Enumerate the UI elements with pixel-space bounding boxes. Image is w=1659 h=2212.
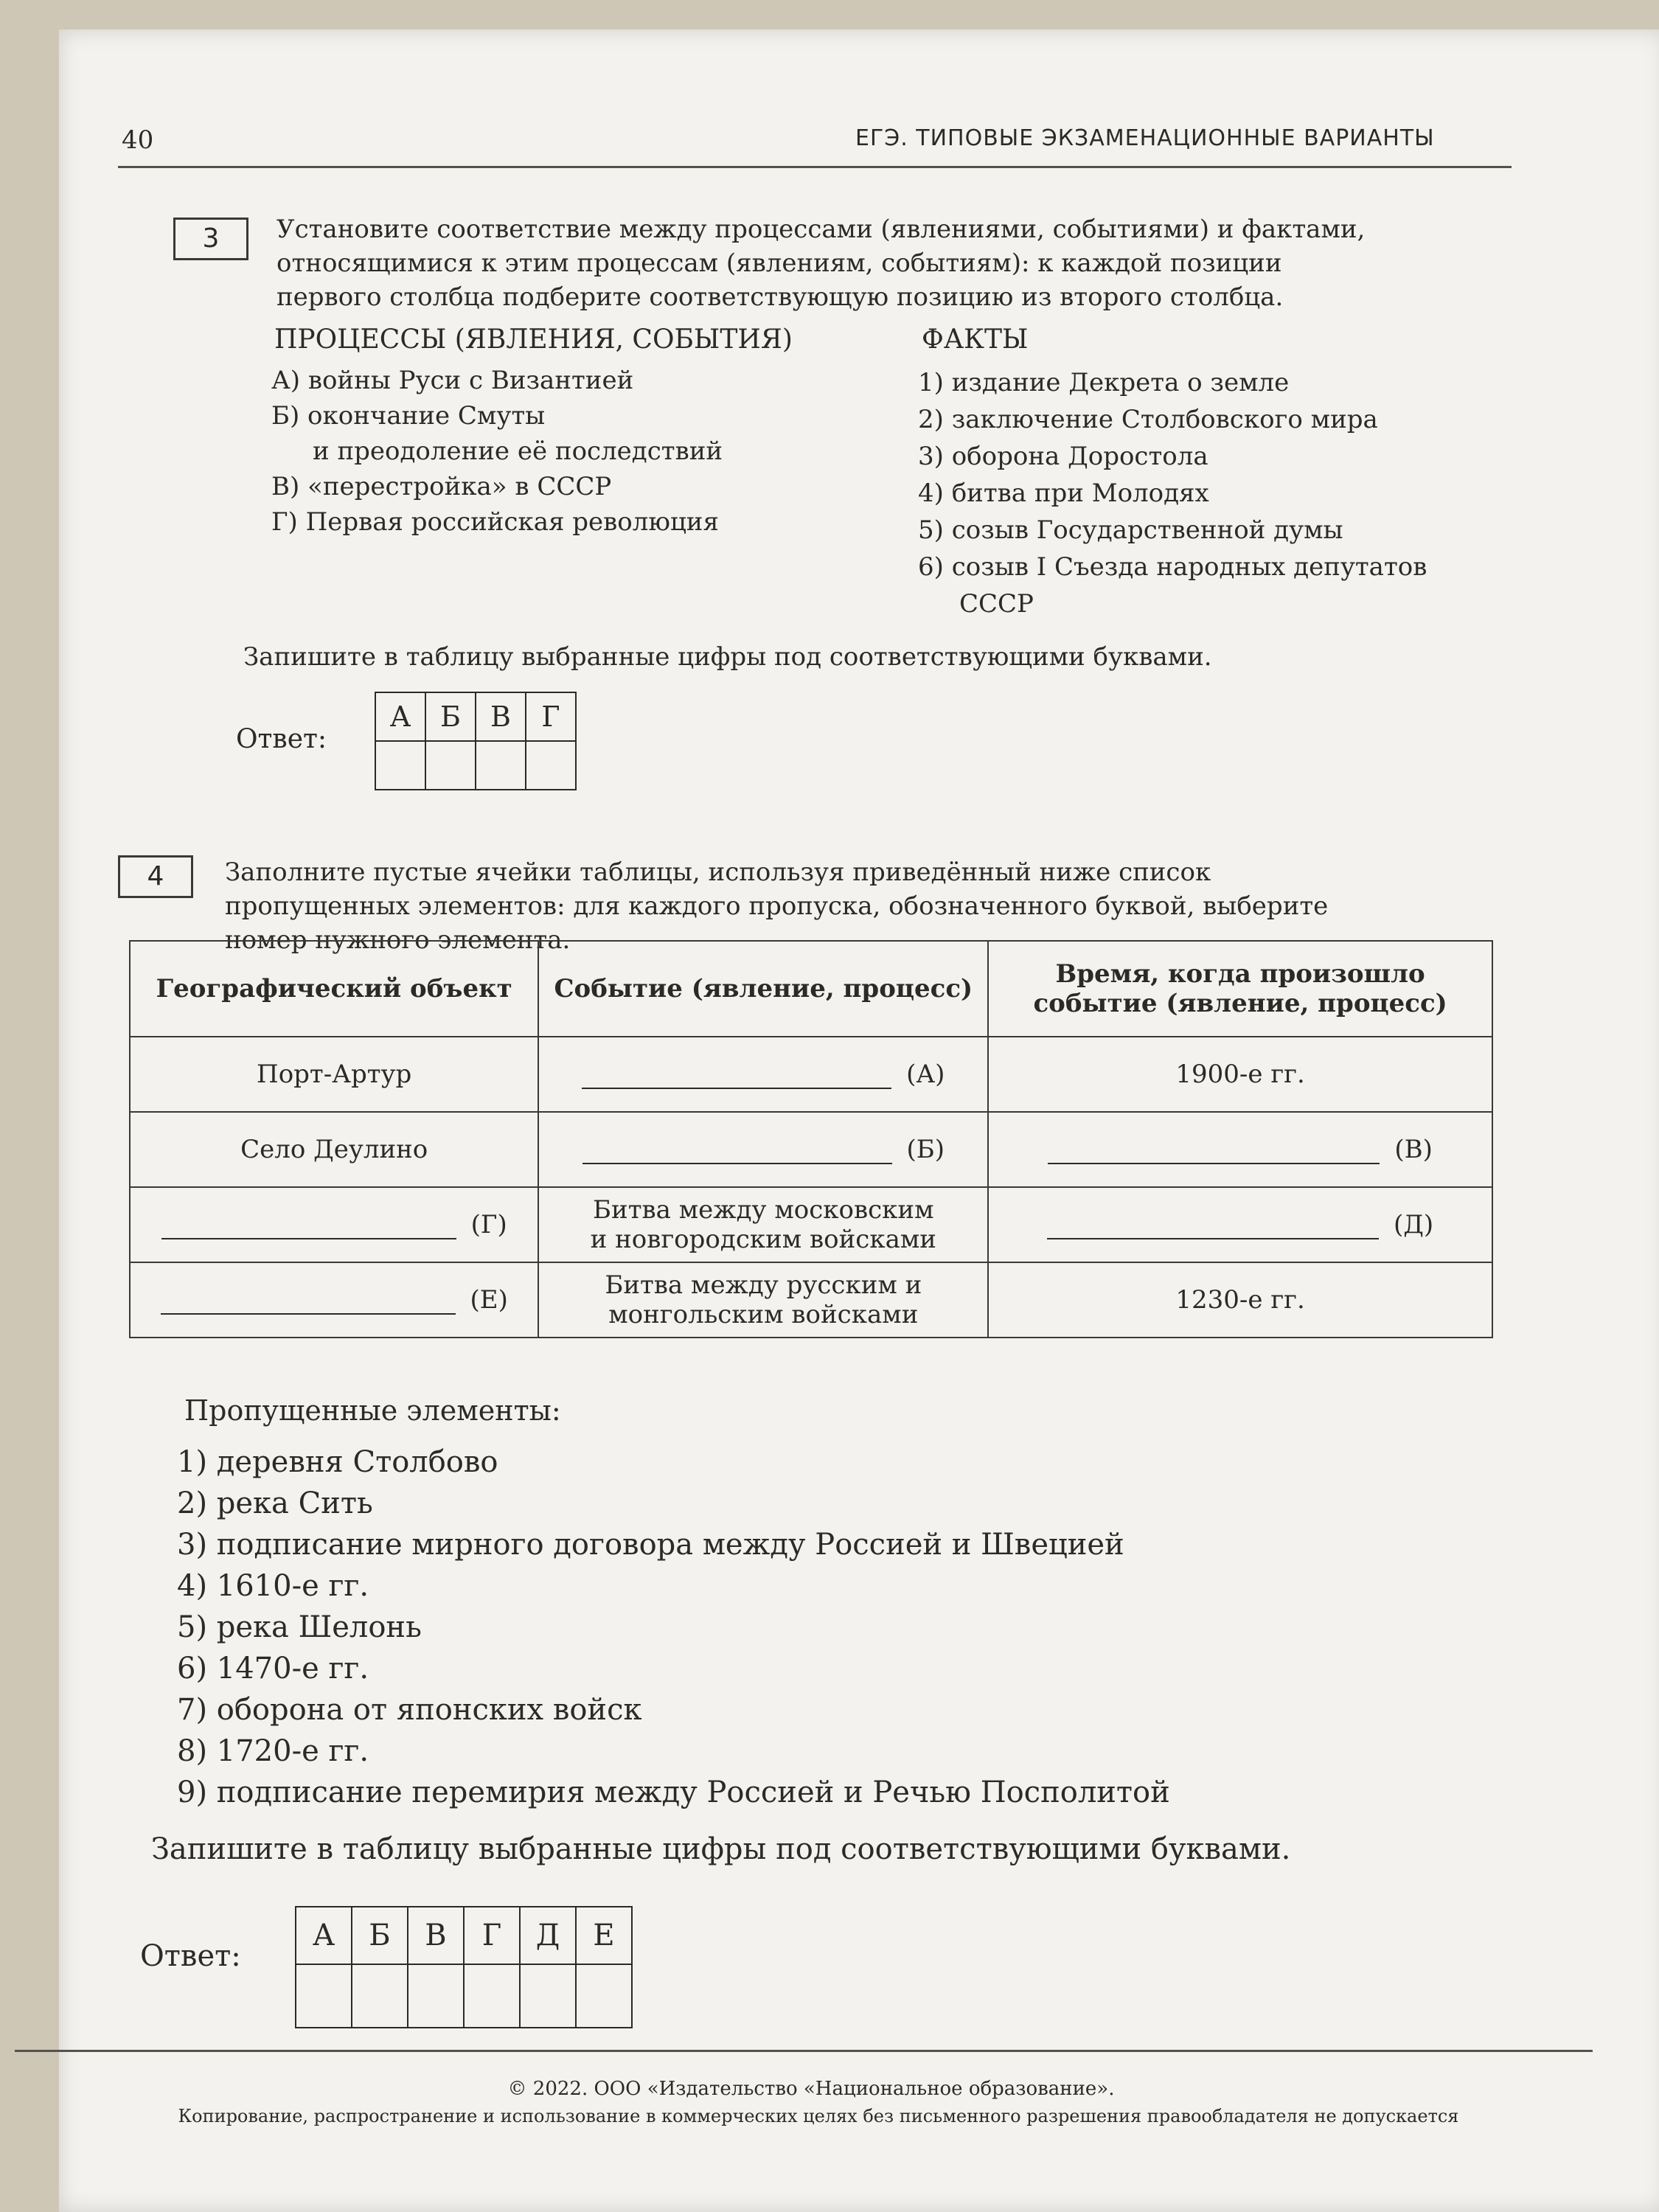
blank-line — [582, 1065, 891, 1089]
footer-notice: Копирование, распространение и использование в коммерческих целях без письменного разрешения правообладателя не допускается — [178, 2106, 1459, 2126]
cell-event-blank[interactable] — [538, 1037, 988, 1112]
missing-item: 6) 1470-е гг. — [177, 1652, 369, 1686]
answer-col-header: Б — [425, 692, 476, 741]
answer-col-header: Д — [520, 1907, 576, 1964]
missing-item: 2) река Сить — [177, 1486, 373, 1520]
answer-col-header: А — [296, 1907, 352, 1964]
cell-geo-blank[interactable] — [130, 1262, 538, 1338]
missing-item: 3) подписание мирного договора между Россией и Швецией — [177, 1528, 1124, 1562]
task4-instruction-line: Заполните пустые ячейки таблицы, используя приведённый ниже список — [225, 858, 1211, 887]
cell-time: 1900-е гг. — [988, 1037, 1492, 1112]
answer-col-header: Е — [576, 1907, 632, 1964]
answer-cell-b[interactable] — [425, 741, 476, 790]
answer-col-header: Б — [352, 1907, 408, 1964]
blank-line — [161, 1216, 456, 1239]
fact-item: 3) оборона Доростола — [918, 442, 1208, 471]
table-row — [130, 1037, 1492, 1112]
answer-col-header: В — [408, 1907, 464, 1964]
missing-title: Пропущенные элементы: — [184, 1394, 561, 1427]
missing-item: 7) оборона от японских войск — [177, 1693, 642, 1727]
page-number: 40 — [122, 125, 154, 155]
col-header-geo: Географический объект — [130, 941, 538, 1037]
answer-cell-g[interactable] — [526, 741, 576, 790]
facts-header: ФАКТЫ — [922, 324, 1029, 355]
cell-event-blank[interactable] — [538, 1112, 988, 1187]
task3-number-box: 3 — [173, 218, 248, 260]
footer-rule — [15, 2050, 1593, 2052]
cell-time-blank[interactable] — [988, 1187, 1492, 1262]
header-rule — [118, 166, 1512, 168]
missing-item: 9) подписание перемирия между Россией и Речью Посполитой — [177, 1775, 1170, 1809]
answer-cell-d[interactable] — [520, 1964, 576, 2028]
task4-answer-table — [295, 1906, 633, 2028]
answer-cell-b[interactable] — [352, 1964, 408, 2028]
task4-instruction-line: пропущенных элементов: для каждого пропуска, обозначенного буквой, выберите — [225, 891, 1329, 921]
process-item: А) войны Руси с Византией — [271, 366, 634, 395]
fact-item-cont: СССР — [959, 589, 1034, 619]
process-item: Б) окончание Смуты — [271, 401, 546, 431]
cell-event: Битва между русским и монгольским войсками — [538, 1262, 988, 1338]
blank-letter: (В) — [1394, 1135, 1433, 1164]
answer-col-header: Г — [464, 1907, 520, 1964]
col-header-time: Время, когда произошло событие (явление, процесс) — [988, 941, 1492, 1037]
task4-write-instruction: Запишите в таблицу выбранные цифры под соответствующими буквами. — [151, 1832, 1291, 1866]
col-header-event: Событие (явление, процесс) — [538, 941, 988, 1037]
cell-time: 1230-е гг. — [988, 1262, 1492, 1338]
answer-cell-v[interactable] — [408, 1964, 464, 2028]
fact-item: 1) издание Декрета о земле — [918, 368, 1290, 397]
answer-cell-a[interactable] — [375, 741, 425, 790]
blank-letter: (А) — [906, 1060, 945, 1089]
blank-line — [582, 1141, 892, 1164]
facts-list — [918, 364, 1545, 622]
task3-instruction — [276, 212, 1530, 314]
footer-copyright: © 2022. ООО «Издательство «Национальное образование». — [507, 2078, 1115, 2100]
process-item: В) «перестройка» в СССР — [271, 472, 612, 501]
table-row — [130, 1187, 1492, 1262]
process-item-cont: и преодоление её последствий — [313, 437, 723, 466]
missing-item: 1) деревня Столбово — [177, 1445, 498, 1479]
task3-instruction-line: Установите соответствие между процессами (явлениями, событиями) и фактами, — [276, 215, 1366, 244]
answer-cell-v[interactable] — [476, 741, 526, 790]
cell-geo: Порт-Артур — [130, 1037, 538, 1112]
blank-letter: (Д) — [1394, 1210, 1434, 1239]
task3-answer-label: Ответ: — [236, 724, 327, 754]
blank-line — [1047, 1216, 1379, 1239]
missing-item: 5) река Шелонь — [177, 1610, 422, 1644]
answer-cell-e[interactable] — [576, 1964, 632, 2028]
process-item: Г) Первая российская революция — [271, 507, 719, 537]
cell-geo: Село Деулино — [130, 1112, 538, 1187]
table-row — [130, 1112, 1492, 1187]
task4-instruction-line: номер нужного элемента. — [225, 925, 571, 955]
answer-col-header: Г — [526, 692, 576, 741]
cell-time-blank[interactable] — [988, 1112, 1492, 1187]
task4-number-box: 4 — [118, 855, 193, 898]
blank-letter: (Б) — [906, 1135, 945, 1164]
missing-item: 8) 1720-е гг. — [177, 1734, 369, 1768]
cell-event: Битва между московским и новгородским войсками — [538, 1187, 988, 1262]
answer-cell-g[interactable] — [464, 1964, 520, 2028]
fact-item: 5) созыв Государственной думы — [918, 515, 1343, 545]
task4-answer-label: Ответ: — [140, 1939, 241, 1973]
answer-col-header: А — [375, 692, 425, 741]
blank-line — [1048, 1141, 1380, 1164]
fact-item: 4) битва при Молодях — [918, 479, 1209, 508]
blank-letter: (Е) — [470, 1285, 508, 1315]
task4-table — [129, 940, 1493, 1338]
answer-col-header: В — [476, 692, 526, 741]
blank-letter: (Г) — [470, 1210, 507, 1239]
missing-item: 4) 1610-е гг. — [177, 1569, 369, 1603]
cell-geo-blank[interactable] — [130, 1187, 538, 1262]
fact-item: 6) созыв I Съезда народных депутатов — [918, 552, 1427, 582]
running-header: ЕГЭ. ТИПОВЫЕ ЭКЗАМЕНАЦИОННЫЕ ВАРИАНТЫ — [855, 125, 1435, 151]
processes-list — [271, 363, 861, 540]
task3-instruction-line: относящимися к этим процессам (явлениям, событиям): к каждой позиции — [276, 248, 1282, 278]
answer-cell-a[interactable] — [296, 1964, 352, 2028]
fact-item: 2) заключение Столбовского мира — [918, 405, 1378, 434]
task3-instruction-line: первого столбца подберите соответствующую позицию из второго столбца. — [276, 282, 1284, 312]
table-row — [130, 1262, 1492, 1338]
task3-write-instruction: Запишите в таблицу выбранные цифры под соответствующими буквами. — [243, 642, 1212, 672]
processes-header: ПРОЦЕССЫ (ЯВЛЕНИЯ, СОБЫТИЯ) — [274, 324, 793, 355]
task3-answer-table — [375, 692, 577, 790]
blank-line — [161, 1291, 456, 1315]
missing-list — [177, 1441, 1504, 1813]
